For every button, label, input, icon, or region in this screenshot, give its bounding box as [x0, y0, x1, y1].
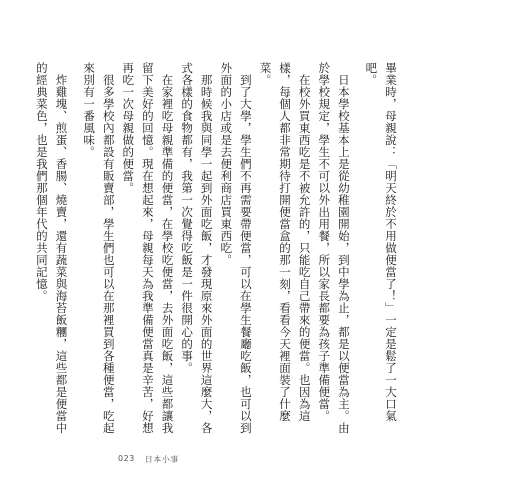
paragraph-5: 那時候我與同學一起到外面吃飯，才發現原來外面的世界這麼大，各式各樣的食物都有，我第一次覺得吃飯是一件很開心的事。: [180, 62, 214, 434]
page-footer: [118, 454, 179, 465]
page-number: 023: [118, 454, 135, 463]
paragraph-1: 畢業時，母親說：「明天終於不用做便當了！」一定是鬆了一大口氣吧。: [364, 62, 398, 422]
paragraph-4: 到了大學，學生們不再需要帶便當，可以在學生餐廳吃飯，也可以到外面的小店或是去便利商店買東西吃。: [219, 62, 253, 434]
paragraph-7: 很多學校內都設有販賣部，學生們也可以在那裡買到各種便當，吃起來別有一番風味。: [82, 62, 116, 434]
paragraph-2: 日本學校基本上是從幼稚園開始，到中學為止，都是以便當為主。由於學校規定，學生不可以外出用餐，所以家長都要為孩子準備便當。: [317, 62, 351, 434]
book-title: 日本小事: [144, 455, 179, 464]
paragraph-3: 在校外買東西吃是不被允許的，只能吃自己帶來的便當。也因為這樣，每個人都非常期待打開便當盒的那一刻，看看今天裡面裝了什麼菜。: [258, 62, 312, 422]
vertical-text-body: [34, 62, 400, 442]
paragraph-6: 在家裡吃母親準備的便當，在學校吃便當，去外面吃飯，這些都讓我留下美好的回憶。現在想起來，母親每天為我準備便當真是辛苦，好想再吃一次母親做的便當。: [121, 62, 175, 434]
paragraph-8: 炸雞塊、煎蛋、香腸、燒賣，還有蔬菜與海苔飯糰，這些都是便當中的經典菜色，也是我們那個年代的共同記憶。: [34, 62, 69, 434]
